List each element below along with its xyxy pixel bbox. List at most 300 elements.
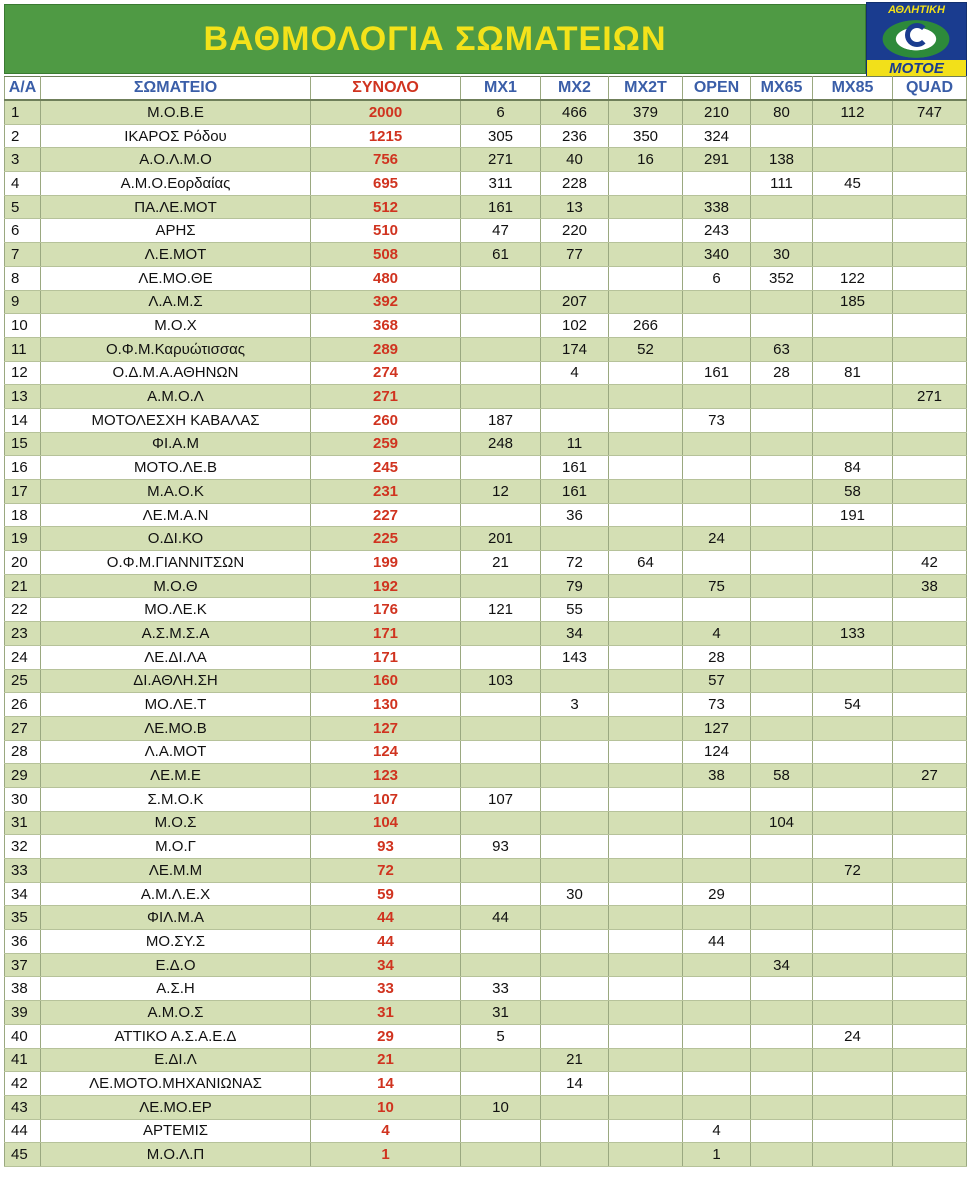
mx85-cell: 84: [813, 456, 893, 480]
mx1-cell: [461, 314, 541, 338]
rank-cell: 26: [5, 693, 41, 717]
club-cell: ΛΕ.ΜΟ.Β: [41, 716, 311, 740]
open-cell: 24: [683, 527, 751, 551]
club-cell: Λ.Α.ΜΟΤ: [41, 740, 311, 764]
club-cell: ΜΟΤΟ.ΛΕ.Β: [41, 456, 311, 480]
rank-cell: 22: [5, 598, 41, 622]
table-row: [5, 669, 967, 693]
mx2t-cell: [609, 172, 683, 196]
mx65-cell: [751, 480, 813, 504]
mx2t-cell: [609, 1143, 683, 1167]
mx1-cell: [461, 385, 541, 409]
mx85-cell: [813, 574, 893, 598]
mx65-cell: 104: [751, 811, 813, 835]
mx2-cell: 30: [541, 882, 609, 906]
total-cell: 107: [311, 787, 461, 811]
open-cell: 44: [683, 930, 751, 954]
club-cell: Ο.Φ.Μ.Καρυώτισσας: [41, 337, 311, 361]
mx1-cell: 271: [461, 148, 541, 172]
mx2t-cell: [609, 787, 683, 811]
mx85-cell: [813, 124, 893, 148]
mx65-cell: [751, 1048, 813, 1072]
quad-cell: 42: [893, 551, 967, 575]
table-row: [5, 148, 967, 172]
open-cell: 75: [683, 574, 751, 598]
mx2t-cell: [609, 1072, 683, 1096]
mx65-cell: 138: [751, 148, 813, 172]
open-cell: 29: [683, 882, 751, 906]
mx1-cell: 12: [461, 480, 541, 504]
total-cell: 510: [311, 219, 461, 243]
mx1-cell: 31: [461, 1001, 541, 1025]
mx65-cell: [751, 385, 813, 409]
rank-cell: 45: [5, 1143, 41, 1167]
mx2t-cell: [609, 693, 683, 717]
col-header-mx85: MX85: [813, 77, 893, 101]
federation-logo: [866, 2, 967, 78]
mx85-cell: [813, 835, 893, 859]
mx1-cell: 6: [461, 100, 541, 124]
mx2t-cell: [609, 574, 683, 598]
mx2t-cell: [609, 527, 683, 551]
quad-cell: [893, 219, 967, 243]
mx2-cell: 36: [541, 503, 609, 527]
club-cell: Μ.Ο.Θ: [41, 574, 311, 598]
mx1-cell: [461, 503, 541, 527]
club-cell: Μ.Ο.Β.Ε: [41, 100, 311, 124]
open-cell: 38: [683, 764, 751, 788]
mx85-cell: [813, 787, 893, 811]
mx65-cell: [751, 693, 813, 717]
quad-cell: [893, 740, 967, 764]
total-cell: 29: [311, 1024, 461, 1048]
quad-cell: [893, 598, 967, 622]
mx2-cell: 77: [541, 243, 609, 267]
mx2-cell: 34: [541, 622, 609, 646]
mx85-cell: 58: [813, 480, 893, 504]
mx65-cell: 80: [751, 100, 813, 124]
rank-cell: 7: [5, 243, 41, 267]
mx2t-cell: [609, 882, 683, 906]
mx2-cell: [541, 811, 609, 835]
rank-cell: 10: [5, 314, 41, 338]
mx65-cell: [751, 645, 813, 669]
quad-cell: [893, 1143, 967, 1167]
mx2t-cell: 266: [609, 314, 683, 338]
mx65-cell: [751, 195, 813, 219]
mx2-cell: 174: [541, 337, 609, 361]
mx2-cell: [541, 716, 609, 740]
table-row: [5, 622, 967, 646]
club-cell: ΜΟ.ΛΕ.Τ: [41, 693, 311, 717]
mx2t-cell: [609, 953, 683, 977]
mx2-cell: [541, 1119, 609, 1143]
total-cell: 130: [311, 693, 461, 717]
club-cell: ΛΕ.ΜΟ.ΕΡ: [41, 1095, 311, 1119]
mx65-cell: [751, 1143, 813, 1167]
col-header-rank: Α/Α: [5, 77, 41, 101]
rank-cell: 5: [5, 195, 41, 219]
table-row: [5, 243, 967, 267]
quad-cell: [893, 1048, 967, 1072]
mx85-cell: 122: [813, 266, 893, 290]
total-cell: 289: [311, 337, 461, 361]
club-cell: Ο.Φ.Μ.ΓΙΑΝΝΙΤΣΩΝ: [41, 551, 311, 575]
mx2-cell: 79: [541, 574, 609, 598]
club-cell: ΦΙ.Α.Μ: [41, 432, 311, 456]
club-cell: ΛΕ.Μ.Α.Ν: [41, 503, 311, 527]
club-cell: Ε.ΔΙ.Λ: [41, 1048, 311, 1072]
rank-cell: 35: [5, 906, 41, 930]
quad-cell: [893, 1024, 967, 1048]
total-cell: 160: [311, 669, 461, 693]
mx2-cell: [541, 1143, 609, 1167]
mx65-cell: [751, 787, 813, 811]
logo-arrow-icon: [905, 23, 929, 47]
club-cell: Μ.Ο.Σ: [41, 811, 311, 835]
mx2-cell: [541, 906, 609, 930]
mx2t-cell: 350: [609, 124, 683, 148]
total-cell: 44: [311, 930, 461, 954]
table-row: [5, 527, 967, 551]
mx1-cell: 107: [461, 787, 541, 811]
quad-cell: [893, 645, 967, 669]
col-header-mx1: MX1: [461, 77, 541, 101]
title-banner: [4, 4, 866, 74]
open-cell: [683, 1095, 751, 1119]
club-cell: ΛΕ.Μ.Μ: [41, 859, 311, 883]
mx65-cell: [751, 906, 813, 930]
mx2-cell: [541, 408, 609, 432]
open-cell: 124: [683, 740, 751, 764]
open-cell: [683, 1001, 751, 1025]
quad-cell: [893, 456, 967, 480]
mx1-cell: [461, 930, 541, 954]
quad-cell: [893, 977, 967, 1001]
mx1-cell: [461, 693, 541, 717]
mx2t-cell: [609, 622, 683, 646]
total-cell: 274: [311, 361, 461, 385]
mx85-cell: [813, 1072, 893, 1096]
table-row: [5, 716, 967, 740]
mx65-cell: 30: [751, 243, 813, 267]
total-cell: 4: [311, 1119, 461, 1143]
rank-cell: 27: [5, 716, 41, 740]
mx65-cell: [751, 1024, 813, 1048]
club-cell: ΑΡΗΣ: [41, 219, 311, 243]
quad-cell: [893, 266, 967, 290]
quad-cell: [893, 290, 967, 314]
rank-cell: 40: [5, 1024, 41, 1048]
open-cell: 4: [683, 1119, 751, 1143]
quad-cell: [893, 480, 967, 504]
rank-cell: 30: [5, 787, 41, 811]
rank-cell: 20: [5, 551, 41, 575]
club-cell: ΛΕ.ΔΙ.ΛΑ: [41, 645, 311, 669]
mx1-cell: [461, 740, 541, 764]
mx85-cell: [813, 385, 893, 409]
mx1-cell: [461, 1143, 541, 1167]
table-row: [5, 977, 967, 1001]
club-cell: Μ.Ο.Χ: [41, 314, 311, 338]
mx85-cell: 185: [813, 290, 893, 314]
mx1-cell: 93: [461, 835, 541, 859]
total-cell: 1: [311, 1143, 461, 1167]
table-row: [5, 503, 967, 527]
header-row: [5, 77, 967, 101]
mx85-cell: [813, 977, 893, 1001]
col-header-mx2: MX2: [541, 77, 609, 101]
mx2-cell: [541, 385, 609, 409]
mx2t-cell: [609, 1119, 683, 1143]
quad-cell: [893, 669, 967, 693]
mx2-cell: [541, 835, 609, 859]
rank-cell: 8: [5, 266, 41, 290]
club-cell: Α.Μ.Ο.Λ: [41, 385, 311, 409]
mx2t-cell: [609, 195, 683, 219]
total-cell: 227: [311, 503, 461, 527]
rank-cell: 21: [5, 574, 41, 598]
mx2t-cell: [609, 480, 683, 504]
quad-cell: [893, 527, 967, 551]
mx2t-cell: [609, 930, 683, 954]
mx1-cell: 5: [461, 1024, 541, 1048]
open-cell: 6: [683, 266, 751, 290]
table-row: [5, 124, 967, 148]
rank-cell: 25: [5, 669, 41, 693]
club-cell: ΙΚΑΡΟΣ Ρόδου: [41, 124, 311, 148]
mx2t-cell: 52: [609, 337, 683, 361]
total-cell: 34: [311, 953, 461, 977]
quad-cell: [893, 930, 967, 954]
logo-bottom-text: ΜΟΤΟΕ: [867, 60, 966, 77]
open-cell: 338: [683, 195, 751, 219]
club-cell: ΜΟ.ΣΥ.Σ: [41, 930, 311, 954]
mx1-cell: [461, 1048, 541, 1072]
mx65-cell: 58: [751, 764, 813, 788]
table-row: [5, 1001, 967, 1025]
mx2-cell: 14: [541, 1072, 609, 1096]
mx1-cell: [461, 290, 541, 314]
table-row: [5, 645, 967, 669]
rank-cell: 24: [5, 645, 41, 669]
quad-cell: 271: [893, 385, 967, 409]
quad-cell: [893, 432, 967, 456]
club-cell: Μ.Ο.Γ: [41, 835, 311, 859]
mx85-cell: [813, 953, 893, 977]
total-cell: 756: [311, 148, 461, 172]
mx2-cell: [541, 266, 609, 290]
mx85-cell: 191: [813, 503, 893, 527]
mx2t-cell: [609, 598, 683, 622]
rank-cell: 19: [5, 527, 41, 551]
total-cell: 480: [311, 266, 461, 290]
table-row: [5, 385, 967, 409]
mx85-cell: [813, 716, 893, 740]
mx2-cell: 466: [541, 100, 609, 124]
open-cell: 127: [683, 716, 751, 740]
rank-cell: 39: [5, 1001, 41, 1025]
table-row: [5, 195, 967, 219]
quad-cell: [893, 243, 967, 267]
mx65-cell: 111: [751, 172, 813, 196]
rank-cell: 44: [5, 1119, 41, 1143]
mx85-cell: [813, 906, 893, 930]
mx1-cell: [461, 811, 541, 835]
mx65-cell: [751, 314, 813, 338]
mx1-cell: 103: [461, 669, 541, 693]
mx2t-cell: [609, 290, 683, 314]
rank-cell: 18: [5, 503, 41, 527]
mx85-cell: [813, 1048, 893, 1072]
total-cell: 176: [311, 598, 461, 622]
mx2t-cell: [609, 859, 683, 883]
rank-cell: 3: [5, 148, 41, 172]
mx2t-cell: [609, 716, 683, 740]
quad-cell: [893, 835, 967, 859]
mx85-cell: [813, 930, 893, 954]
mx2t-cell: [609, 669, 683, 693]
open-cell: [683, 953, 751, 977]
quad-cell: [893, 314, 967, 338]
total-cell: 44: [311, 906, 461, 930]
mx85-cell: [813, 882, 893, 906]
mx2-cell: [541, 787, 609, 811]
mx85-cell: 81: [813, 361, 893, 385]
rank-cell: 23: [5, 622, 41, 646]
mx1-cell: [461, 882, 541, 906]
rank-cell: 28: [5, 740, 41, 764]
quad-cell: [893, 361, 967, 385]
quad-cell: [893, 906, 967, 930]
table-row: [5, 835, 967, 859]
rank-cell: 37: [5, 953, 41, 977]
quad-cell: [893, 1119, 967, 1143]
col-header-total: ΣΥΝΟΛΟ: [311, 77, 461, 101]
mx2t-cell: [609, 645, 683, 669]
mx85-cell: 112: [813, 100, 893, 124]
mx85-cell: [813, 645, 893, 669]
mx65-cell: [751, 622, 813, 646]
table-row: [5, 456, 967, 480]
open-cell: 4: [683, 622, 751, 646]
club-cell: ΜΟΤΟΛΕΣΧΗ ΚΑΒΑΛΑΣ: [41, 408, 311, 432]
mx65-cell: [751, 1095, 813, 1119]
club-cell: Λ.Α.Μ.Σ: [41, 290, 311, 314]
mx85-cell: [813, 764, 893, 788]
total-cell: 199: [311, 551, 461, 575]
rank-cell: 6: [5, 219, 41, 243]
table-row: [5, 906, 967, 930]
mx1-cell: 187: [461, 408, 541, 432]
mx2t-cell: [609, 408, 683, 432]
quad-cell: [893, 172, 967, 196]
mx85-cell: [813, 598, 893, 622]
open-cell: [683, 456, 751, 480]
mx2-cell: 228: [541, 172, 609, 196]
open-cell: 73: [683, 693, 751, 717]
mx2-cell: 21: [541, 1048, 609, 1072]
mx1-cell: [461, 337, 541, 361]
rank-cell: 29: [5, 764, 41, 788]
open-cell: 1: [683, 1143, 751, 1167]
open-cell: [683, 977, 751, 1001]
mx65-cell: [751, 859, 813, 883]
total-cell: 72: [311, 859, 461, 883]
club-cell: Α.Ο.Λ.Μ.Ο: [41, 148, 311, 172]
table-row: [5, 882, 967, 906]
col-header-mx65: MX65: [751, 77, 813, 101]
mx2-cell: 11: [541, 432, 609, 456]
table-row: [5, 930, 967, 954]
open-cell: [683, 835, 751, 859]
table-row: [5, 953, 967, 977]
rank-cell: 34: [5, 882, 41, 906]
total-cell: 171: [311, 622, 461, 646]
mx85-cell: [813, 195, 893, 219]
table-row: [5, 787, 967, 811]
rank-cell: 1: [5, 100, 41, 124]
table-row: [5, 740, 967, 764]
table-row: [5, 361, 967, 385]
mx2-cell: 40: [541, 148, 609, 172]
mx85-cell: [813, 219, 893, 243]
total-cell: 2000: [311, 100, 461, 124]
mx65-cell: [751, 574, 813, 598]
mx2t-cell: [609, 243, 683, 267]
total-cell: 259: [311, 432, 461, 456]
mx85-cell: 72: [813, 859, 893, 883]
mx65-cell: [751, 124, 813, 148]
mx1-cell: [461, 1072, 541, 1096]
quad-cell: [893, 1001, 967, 1025]
total-cell: 104: [311, 811, 461, 835]
mx85-cell: [813, 669, 893, 693]
mx65-cell: [751, 551, 813, 575]
mx2-cell: 161: [541, 456, 609, 480]
mx1-cell: 47: [461, 219, 541, 243]
table-row: [5, 337, 967, 361]
mx2t-cell: [609, 456, 683, 480]
col-header-mx2t: MX2T: [609, 77, 683, 101]
total-cell: 260: [311, 408, 461, 432]
total-cell: 31: [311, 1001, 461, 1025]
col-header-open: OPEN: [683, 77, 751, 101]
mx2-cell: [541, 859, 609, 883]
mx85-cell: [813, 811, 893, 835]
rank-cell: 14: [5, 408, 41, 432]
rank-cell: 31: [5, 811, 41, 835]
quad-cell: [893, 503, 967, 527]
table-row: [5, 1095, 967, 1119]
mx2t-cell: 64: [609, 551, 683, 575]
mx85-cell: [813, 314, 893, 338]
rank-cell: 38: [5, 977, 41, 1001]
quad-cell: [893, 859, 967, 883]
total-cell: 392: [311, 290, 461, 314]
mx2-cell: 13: [541, 195, 609, 219]
quad-cell: [893, 337, 967, 361]
quad-cell: [893, 148, 967, 172]
mx85-cell: [813, 551, 893, 575]
table-row: [5, 859, 967, 883]
col-header-quad: QUAD: [893, 77, 967, 101]
open-cell: 243: [683, 219, 751, 243]
mx2-cell: 207: [541, 290, 609, 314]
rank-cell: 33: [5, 859, 41, 883]
open-cell: [683, 1024, 751, 1048]
mx2t-cell: [609, 835, 683, 859]
